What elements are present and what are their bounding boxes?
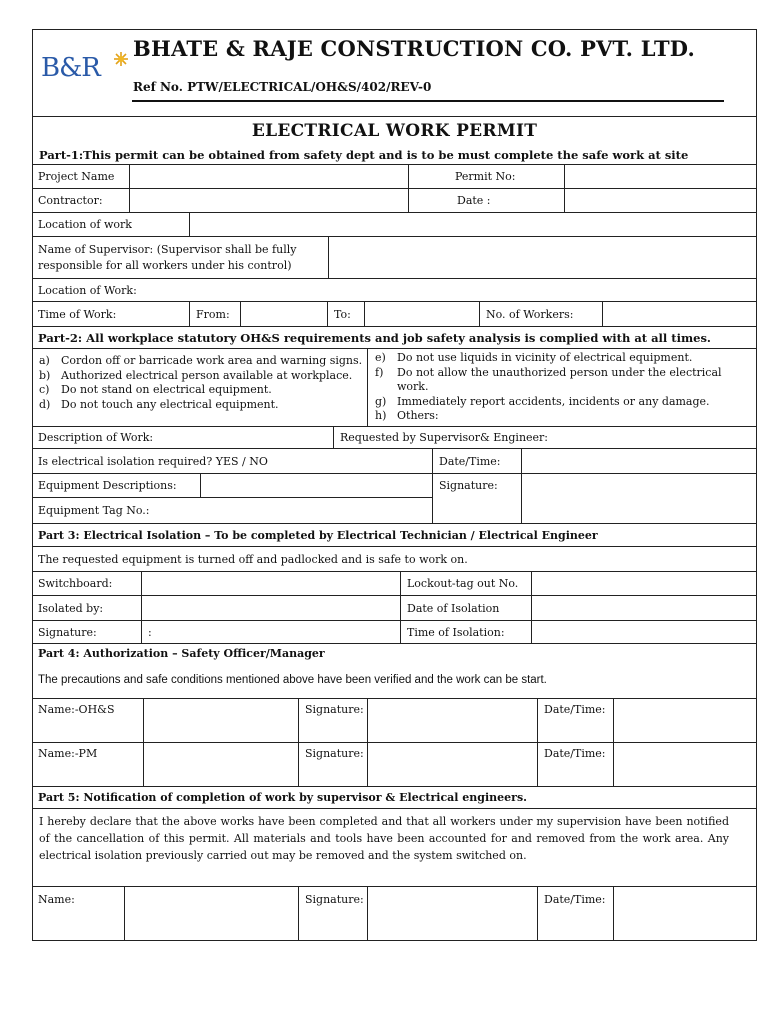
part3-heading-row (32, 524, 757, 547)
list-item: f) Do not allow the unauthorized person under the electrical (375, 365, 722, 379)
part3-statement: The requested equipment is turned off and padlocked and is safe to work on. (38, 552, 468, 566)
pm-row (32, 743, 757, 787)
pm-name-field[interactable] (143, 743, 298, 786)
isolation-row (32, 449, 757, 474)
ref-number: Ref No. PTW/ELECTRICAL/OH&S/402/REV-0 (133, 80, 432, 94)
to-label: To: (327, 302, 364, 326)
from-label: From: (189, 302, 240, 326)
workers-field[interactable] (602, 302, 757, 326)
part3-statement-row (32, 547, 757, 572)
signature-field[interactable] (521, 474, 757, 523)
pm-signature-field[interactable] (367, 743, 537, 786)
completion-signature-field[interactable] (367, 887, 537, 941)
list-item: b) Authorized electrical person available at workplace. (39, 368, 353, 382)
list-item: e) Do not use liquids in vicinity of electrical equipment. (375, 351, 693, 364)
list-item: c) Do not stand on electrical equipment. (39, 383, 272, 396)
list-item: a) Cordon off or barricade work area and warning signs. (39, 354, 363, 367)
time-of-isolation-field[interactable] (531, 621, 757, 643)
part2-heading-row (32, 327, 757, 349)
isolation-required-label: Is electrical isolation required? YES / NO (38, 454, 268, 468)
completion-name-label: Name: (38, 893, 75, 906)
to-field[interactable] (364, 302, 479, 326)
isolation-signature-field[interactable]: : (141, 621, 400, 643)
ohs-name-field[interactable] (143, 699, 298, 742)
ohs-signature-field[interactable] (367, 699, 537, 742)
equipment-desc-label: Equipment Descriptions: (38, 479, 177, 492)
rules-list-right (375, 351, 735, 424)
time-row (32, 302, 757, 327)
ohs-date-field[interactable] (613, 699, 757, 742)
signature-label: Signature: (38, 625, 97, 639)
project-name-label: Project Name (38, 169, 115, 183)
completion-name-field[interactable] (124, 887, 298, 941)
form-header (32, 29, 757, 117)
supervisor-label-line2: responsible for all workers under his control) (38, 258, 292, 272)
declaration-text: I hereby declare that the above works have been completed and that all workers under my supervision have been notified of the cancellation of this permit. All materials and tools have been accounted for and removed from the work area. Any electrical isolation previously carried out may be removed and the system switched on. (39, 815, 729, 862)
time-of-isolation-label: Time of Isolation: (400, 621, 531, 643)
lockout-label: Lockout-tag out No. (400, 572, 531, 595)
from-field[interactable] (240, 302, 327, 326)
company-name: BHATE & RAJE CONSTRUCTION CO. PVT. LTD. (133, 36, 695, 61)
supervisor-label-line1: Name of Supervisor: (Supervisor shall be fully (38, 242, 297, 256)
project-row (32, 164, 757, 189)
location2-label: Location of Work: (38, 283, 137, 297)
isolation-signature-row (32, 621, 757, 644)
equipment-desc-row (32, 474, 432, 498)
pm-date-label: Date/Time: (537, 743, 613, 786)
equipment-desc-field[interactable] (200, 474, 432, 497)
location2-row (32, 279, 757, 302)
part2-heading: Part-2: All workplace statutory OH&S requirements and job safety analysis is complied with at all times. (38, 330, 711, 345)
equipment-tag-row (32, 498, 432, 524)
sun-icon (113, 51, 129, 67)
part4-heading: Part 4: Authorization – Safety Officer/Manager (38, 647, 325, 660)
ohs-signature-label: Signature: (298, 699, 367, 742)
pm-name-label: Name:-PM (38, 747, 98, 760)
list-item: d) Do not touch any electrical equipment. (39, 397, 279, 411)
supervisor-field[interactable] (328, 237, 757, 278)
list-item: g) Immediately report accidents, incidents or any damage. (375, 394, 710, 408)
company-logo (39, 49, 129, 93)
supervisor-label (32, 237, 328, 278)
supervisor-row (32, 237, 757, 279)
time-of-work-label: Time of Work: (38, 307, 117, 321)
equipment-tag-label: Equipment Tag No.: (38, 504, 150, 517)
switchboard-field[interactable] (141, 572, 400, 595)
logo-text: B&R (41, 53, 100, 83)
date-of-isolation-field[interactable] (531, 596, 757, 620)
part5-heading-row (32, 787, 757, 809)
project-name-field[interactable] (129, 164, 408, 188)
date-time-field[interactable] (521, 449, 757, 473)
date-field[interactable] (564, 189, 757, 212)
isolated-by-row (32, 596, 757, 621)
contractor-row (32, 189, 757, 213)
signature-label: Signature: (432, 474, 521, 523)
date-of-isolation-label: Date of Isolation (400, 596, 531, 620)
part4-statement: The precautions and safe conditions mentioned above have been verified and the work can be start. (38, 674, 547, 686)
part4-block (32, 644, 757, 699)
header-rule (132, 100, 724, 102)
ohs-row (32, 699, 757, 743)
description-label: Description of Work: (38, 431, 154, 444)
ohs-date-label: Date/Time: (537, 699, 613, 742)
permit-no-field[interactable] (564, 164, 757, 188)
part5-heading: Part 5: Notification of completion of work by supervisor & Electrical engineers. (38, 791, 527, 804)
completion-signature-label: Signature: (298, 887, 367, 941)
switchboard-row (32, 572, 757, 596)
page-title: ELECTRICAL WORK PERMIT (251, 121, 538, 141)
location-row (32, 213, 757, 237)
location-field[interactable] (189, 213, 757, 236)
date-label: Date : (408, 189, 564, 212)
isolated-by-label: Isolated by: (38, 601, 104, 615)
list-item: h) Others: (375, 409, 439, 422)
ohs-name-label: Name:-OH&S (38, 703, 115, 716)
contractor-label: Contractor: (38, 194, 103, 207)
isolated-by-field[interactable] (141, 596, 400, 620)
pm-signature-label: Signature: (298, 743, 367, 786)
completion-date-field[interactable] (613, 887, 757, 941)
requested-by-label: Requested by Supervisor& Engineer: (333, 427, 757, 448)
pm-date-field[interactable] (613, 743, 757, 786)
description-row (32, 427, 757, 449)
completion-row (32, 887, 757, 941)
workers-label: No. of Workers: (479, 302, 602, 326)
location-label: Location of work (38, 218, 132, 231)
contractor-field[interactable] (129, 189, 408, 212)
switchboard-label: Switchboard: (38, 577, 113, 590)
rules-list-left (39, 354, 362, 412)
permit-no-label: Permit No: (408, 164, 564, 188)
part1-heading: Part-1:This permit can be obtained from safety dept and is to be must complete the safe work at site (39, 148, 689, 162)
lockout-field[interactable] (531, 572, 757, 595)
date-time-label: Date/Time: (432, 449, 521, 473)
part3-heading: Part 3: Electrical Isolation – To be completed by Electrical Technician / Electrical Engineer (38, 528, 598, 542)
completion-date-label: Date/Time: (537, 887, 613, 941)
list-item: work. (397, 380, 429, 393)
